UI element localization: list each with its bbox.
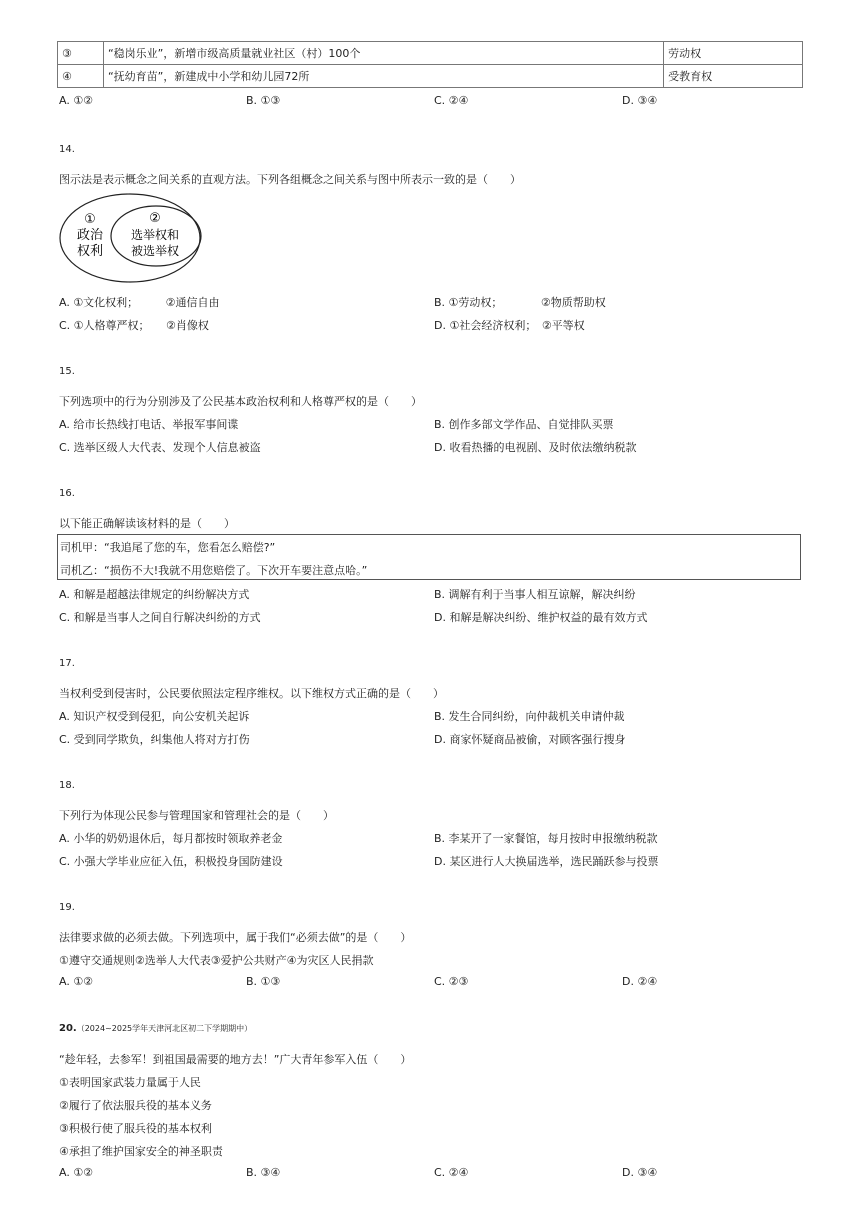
q13-option-d[interactable]: D. ③④ — [622, 94, 658, 107]
q19-option-a[interactable]: A. ①② — [59, 975, 94, 988]
table-row — [58, 42, 803, 65]
q20-item-1: ①表明国家武装力量属于人民 — [59, 1076, 201, 1089]
q19-option-c[interactable]: C. ②③ — [434, 975, 469, 988]
rights-table — [57, 41, 803, 88]
table-cell-content: “抚幼育苗”，新建成中小学和幼儿园72所 — [103, 65, 663, 88]
q19-option-b[interactable]: B. ①③ — [246, 975, 281, 988]
q17-option-a[interactable]: A. 知识产权受到侵犯，向公安机关起诉 — [59, 710, 250, 723]
table-cell-right: 劳动权 — [664, 42, 803, 65]
q15-option-a[interactable]: A. 给市长热线打电话、举报军事间谍 — [59, 418, 239, 431]
q15-option-b[interactable]: B. 创作多部文学作品、自觉排队买票 — [434, 418, 614, 431]
q17-option-d[interactable]: D. 商家怀疑商品被偷，对顾客强行搜身 — [434, 733, 626, 746]
table-cell-content: “稳岗乐业”，新增市级高质量就业社区（村）100个 — [103, 42, 663, 65]
q13-option-b[interactable]: B. ①③ — [246, 94, 281, 107]
q18-option-a[interactable]: A. 小华的奶奶退休后，每月都按时领取养老金 — [59, 832, 283, 845]
inner-label-2: 被选举权 — [130, 244, 180, 258]
material-line-1: 司机甲：“我追尾了您的车，您看怎么赔偿?” — [60, 541, 276, 554]
q20-option-d[interactable]: D. ③④ — [622, 1166, 658, 1179]
q13-option-a[interactable]: A. ①② — [59, 94, 94, 107]
q16-option-d[interactable]: D. 和解是解决纠纷、维护权益的最有效方式 — [434, 611, 648, 624]
q17-option-c[interactable]: C. 受到同学欺负，纠集他人将对方打伤 — [59, 733, 250, 746]
q20-number — [59, 1023, 252, 1034]
outer-mark: ① — [84, 212, 96, 227]
q15-option-d[interactable]: D. 收看热播的电视剧、及时依法缴纳税款 — [434, 441, 637, 454]
q14-option-a[interactable]: A. ①文化权利； ②通信自由 — [59, 296, 220, 309]
outer-label-1: 政治 — [76, 228, 104, 243]
q18-number: 18. — [59, 780, 75, 791]
q16-option-b[interactable]: B. 调解有利于当事人相互谅解，解决纠纷 — [434, 588, 636, 601]
q15-number: 15. — [59, 366, 75, 377]
q20-item-4: ④承担了维护国家安全的神圣职责 — [59, 1145, 223, 1158]
q15-stem: 下列选项中的行为分别涉及了公民基本政治权利和人格尊严权的是（ ） — [59, 395, 422, 408]
table-cell-right: 受教育权 — [664, 65, 803, 88]
q16-option-c[interactable]: C. 和解是当事人之间自行解决纠纷的方式 — [59, 611, 261, 624]
q16-stem: 以下能正确解读该材料的是（ ） — [59, 517, 235, 530]
q14-option-d[interactable]: D. ①社会经济权利； ②平等权 — [434, 319, 585, 332]
q18-stem: 下列行为体现公民参与管理国家和管理社会的是（ ） — [59, 809, 334, 822]
q13-option-c[interactable]: C. ②④ — [434, 94, 469, 107]
q20-option-a[interactable]: A. ①② — [59, 1166, 94, 1179]
q14-option-b[interactable]: B. ①劳动权； ②物质帮助权 — [434, 296, 606, 309]
outer-label-2: 权利 — [76, 244, 104, 259]
q20-source: （2024~2025学年天津河北区初二下学期期中） — [76, 1024, 253, 1033]
table-cell-no: ④ — [58, 65, 104, 88]
material-line-2: 司机乙：“损伤不大!我就不用您赔偿了。下次开车要注意点哈。” — [60, 564, 368, 577]
q16-material-box — [57, 534, 801, 580]
q17-option-b[interactable]: B. 发生合同纠纷，向仲裁机关申请仲裁 — [434, 710, 625, 723]
q15-option-c[interactable]: C. 选举区级人大代表、发现个人信息被盗 — [59, 441, 261, 454]
q14-option-c[interactable]: C. ①人格尊严权； ②肖像权 — [59, 319, 209, 332]
q19-number: 19. — [59, 902, 75, 913]
q19-items: ①遵守交通规则②选举人大代表③爱护公共财产④为灾区人民捐款 — [59, 954, 374, 967]
inner-label-1: 选举权和 — [130, 228, 180, 242]
q16-option-a[interactable]: A. 和解是超越法律规定的纠纷解决方式 — [59, 588, 250, 601]
q19-stem: 法律要求做的必须去做。下列选项中，属于我们“必须去做”的是（ ） — [59, 931, 412, 944]
q20-stem: “趁年轻，去参军！到祖国最需要的地方去！”广大青年参军入伍（ ） — [59, 1053, 412, 1066]
q18-option-c[interactable]: C. 小强大学毕业应征入伍，积极投身国防建设 — [59, 855, 283, 868]
q20-item-3: ③积极行使了服兵役的基本权利 — [59, 1122, 212, 1135]
q16-number: 16. — [59, 488, 75, 499]
q20-option-b[interactable]: B. ③④ — [246, 1166, 281, 1179]
q14-stem: 图示法是表示概念之间关系的直观方法。下列各组概念之间关系与图中所表示一致的是（ ） — [59, 173, 521, 186]
venn-diagram — [58, 192, 208, 284]
table-cell-no: ③ — [58, 42, 104, 65]
q20-option-c[interactable]: C. ②④ — [434, 1166, 469, 1179]
q17-stem: 当权利受到侵害时，公民要依照法定程序维权。以下维权方式正确的是（ ） — [59, 687, 444, 700]
q19-option-d[interactable]: D. ②④ — [622, 975, 658, 988]
table-row — [58, 65, 803, 88]
q14-number: 14. — [59, 144, 75, 155]
q18-option-d[interactable]: D. 某区进行人大换届选举，选民踊跃参与投票 — [434, 855, 659, 868]
q20-num: 20. — [59, 1023, 77, 1034]
q17-number: 17. — [59, 658, 75, 669]
inner-mark: ② — [149, 211, 161, 226]
q18-option-b[interactable]: B. 李某开了一家餐馆，每月按时申报缴纳税款 — [434, 832, 658, 845]
q20-item-2: ②履行了依法服兵役的基本义务 — [59, 1099, 212, 1112]
